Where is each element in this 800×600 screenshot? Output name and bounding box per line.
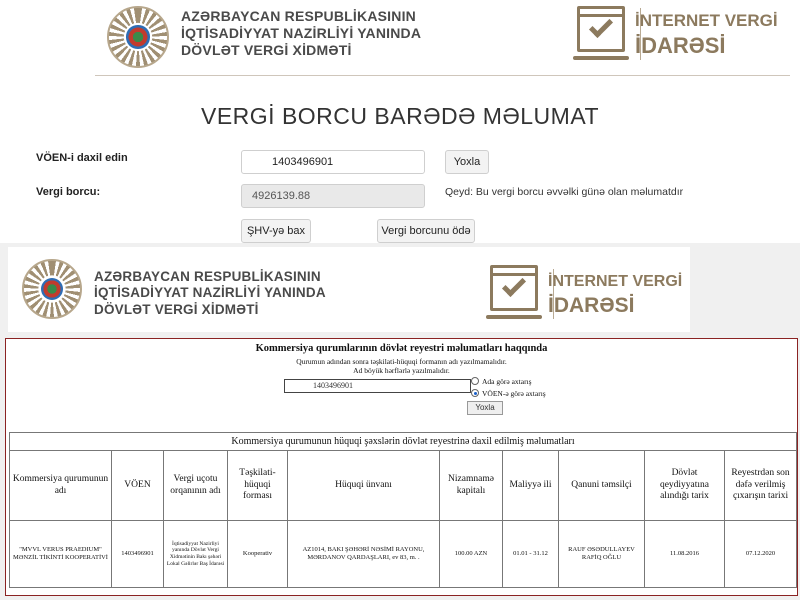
column-header: Qanuni təmsilçi bbox=[559, 451, 645, 521]
column-header: Hüquqi ünvanı bbox=[288, 451, 440, 521]
cell-legal-form: Kooperativ bbox=[228, 521, 288, 588]
cell-tax-office: İqtisadiyyat Nazirliyi yanında Dövlət Vergi Xidmətinin Bakı şəhəri Lokal Gəlirlər Baş İdarəsi bbox=[164, 521, 228, 588]
cell-fiscal-year: 01.01 - 31.12 bbox=[503, 521, 559, 588]
cell-capital: 100.00 AZN bbox=[440, 521, 503, 588]
search-by-voen-label: VÖEN-ə görə axtarış bbox=[482, 389, 546, 398]
voen-input[interactable]: 1403496901 bbox=[241, 150, 425, 174]
registry-hint: Qurumun adından sonra təşkilati-hüquqi formanın adı yazılmamalıdır. bbox=[296, 357, 507, 366]
registry-table bbox=[9, 432, 797, 588]
search-by-name-radio[interactable] bbox=[471, 377, 479, 385]
cell-registration-date: 11.08.2016 bbox=[645, 521, 725, 588]
brand-line: İNTERNET VERGİ bbox=[635, 11, 778, 30]
pay-debt-button[interactable]: Vergi borcunu ödə bbox=[377, 219, 475, 243]
debt-label: Vergi borcu: bbox=[36, 186, 101, 198]
column-header: Reyestrdən son dəfə verilmiş çıxarışın tarixi bbox=[725, 451, 797, 521]
voen-label: VÖEN-i daxil edin bbox=[36, 152, 128, 164]
cell-address: AZ1014, BAKI ŞƏHƏRİ NƏSİMİ RAYONU, MƏRDANOV QARDAŞLARI, ev 83, m. . bbox=[288, 521, 440, 588]
brand-name bbox=[635, 12, 778, 58]
column-header: Təşkilati-hüquqi forması bbox=[228, 451, 288, 521]
site-header bbox=[8, 247, 690, 332]
debt-note: Qeyd: Bu vergi borcu əvvəlki günə olan məlumatdır bbox=[445, 186, 684, 198]
org-line: DÖVLƏT VERGİ XİDMƏTİ bbox=[181, 42, 352, 59]
column-header: Nizamnamə kapitalı bbox=[440, 451, 503, 521]
registry-panel bbox=[5, 338, 798, 596]
laptop-check-icon bbox=[486, 265, 542, 323]
state-emblem-icon bbox=[107, 6, 169, 68]
column-header: VÖEN bbox=[112, 451, 164, 521]
column-header: Dövlət qeydiyyatına alındığı tarix bbox=[645, 451, 725, 521]
debt-value-field: 4926139.88 bbox=[241, 184, 425, 208]
cell-name: "MVVL VERUS PRAEDIUM" MƏNZİL TİKİNTİ KOOPERATİVİ bbox=[10, 521, 112, 588]
org-line: İQTİSADİYYAT NAZİRLİYİ YANINDA bbox=[181, 25, 422, 42]
check-button[interactable]: Yoxla bbox=[445, 150, 489, 174]
cell-extract-date: 07.12.2020 bbox=[725, 521, 797, 588]
brand-name bbox=[548, 273, 682, 317]
search-by-name-label: Ada görə axtarış bbox=[482, 377, 532, 386]
column-header: Vergi uçotu orqanının adı bbox=[164, 451, 228, 521]
org-name bbox=[181, 8, 421, 59]
registry-search-input[interactable]: 1403496901 bbox=[284, 379, 471, 393]
registry-title: Kommersiya qurumlarının dövlət reyestri məlumatları haqqında bbox=[255, 343, 548, 354]
table-row bbox=[10, 521, 797, 588]
state-emblem-icon bbox=[22, 259, 82, 319]
registry-section bbox=[0, 243, 800, 600]
brand-line: İDARƏSİ bbox=[548, 293, 635, 317]
column-header: Kommersiya qurumunun adı bbox=[10, 451, 112, 521]
brand-line: İDARƏSİ bbox=[635, 32, 726, 58]
registry-search-button[interactable]: Yoxla bbox=[467, 401, 503, 415]
laptop-check-icon bbox=[573, 6, 629, 64]
column-header: Maliyyə ili bbox=[503, 451, 559, 521]
search-by-voen-radio[interactable] bbox=[471, 389, 479, 397]
org-line: DÖVLƏT VERGİ XİDMƏTİ bbox=[94, 301, 259, 317]
site-header bbox=[95, 0, 790, 76]
org-line: AZƏRBAYCAN RESPUBLİKASININ bbox=[181, 8, 416, 24]
table-header-row bbox=[10, 451, 797, 521]
registry-hint: Ad böyük hərflərlə yazılmalıdır. bbox=[353, 366, 450, 375]
org-line: AZƏRBAYCAN RESPUBLİKASININ bbox=[94, 269, 321, 284]
shv-button[interactable]: ŞHV-yə bax bbox=[241, 219, 311, 243]
org-name bbox=[94, 269, 326, 318]
table-caption: Kommersiya qurumunun hüquqi şəxslərin dövlət reyestrinə daxil edilmiş məlumatları bbox=[10, 433, 797, 451]
org-line: İQTİSADİYYAT NAZİRLİYİ YANINDA bbox=[94, 285, 326, 301]
page-title: VERGİ BORCU BARƏDƏ MƏLUMAT bbox=[200, 103, 600, 129]
cell-voen: 1403496901 bbox=[112, 521, 164, 588]
cell-representative: RAUF ƏSƏDULLAYEV RAFİQ OĞLU bbox=[559, 521, 645, 588]
vergi-borcu-section bbox=[0, 0, 800, 243]
brand-line: İNTERNET VERGİ bbox=[548, 273, 683, 290]
